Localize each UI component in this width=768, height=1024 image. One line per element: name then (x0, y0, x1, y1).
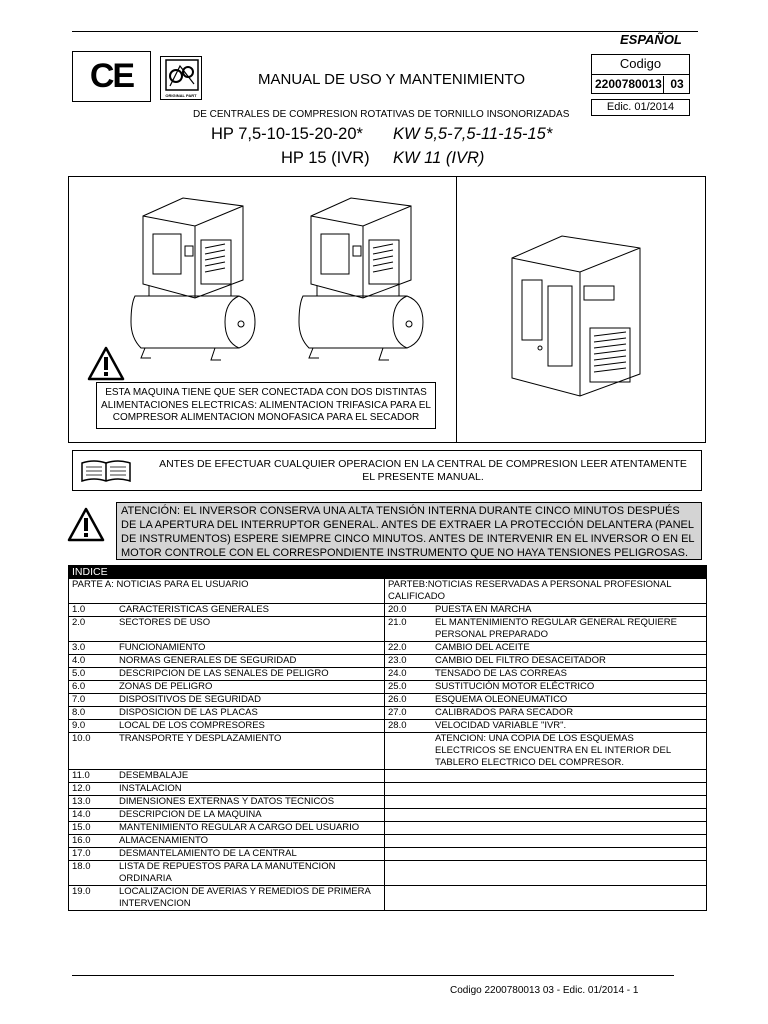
index-cell-right (385, 733, 707, 770)
index-row (69, 861, 707, 886)
index-cell-left (69, 681, 385, 694)
index-entry-text: DISPOSITIVOS DE SEGURIDAD (119, 694, 261, 705)
warning-triangle-icon (67, 507, 105, 543)
index-cell-left (69, 809, 385, 822)
index-entry-text: CARACTERISTICAS GENERALES (119, 604, 269, 615)
index-entry-text: INSTALACION (119, 783, 182, 794)
ce-logo-box (72, 51, 151, 102)
index-cell-right (385, 861, 707, 886)
index-number: 15.0 (72, 822, 91, 833)
index-cell-left (69, 861, 385, 886)
index-number: 1.0 (72, 604, 86, 615)
index-cell-left (69, 668, 385, 681)
index-row (69, 733, 707, 770)
index-cell-right (385, 835, 707, 848)
kw-models-line1: KW 5,5-7,5-11-15-15* (393, 125, 553, 143)
code-number: 2200780013 (595, 77, 662, 91)
language-label: ESPAÑOL (620, 32, 682, 47)
index-row (69, 694, 707, 707)
manual-subtitle: DE CENTRALES DE COMPRESION ROTATIVAS DE TORNILLO INSONORIZADAS (193, 109, 570, 120)
index-cell-left (69, 642, 385, 655)
index-entry-text: VELOCIDAD VARIABLE "IVR". (435, 720, 567, 731)
index-number: 5.0 (72, 668, 86, 679)
index-entry-text: ZONAS DE PELIGRO (119, 681, 213, 692)
index-number: 8.0 (72, 707, 86, 718)
index-cell-left (69, 783, 385, 796)
kw-models-line2: KW 11 (IVR) (393, 149, 485, 167)
index-number: 10.0 (72, 733, 91, 744)
index-cell-right (385, 720, 707, 733)
manual-title: MANUAL DE USO Y MANTENIMIENTO (258, 71, 525, 88)
index-cell-left (69, 770, 385, 783)
index-number: 9.0 (72, 720, 86, 731)
part-a-heading: PARTE A: NOTICIAS PARA EL USUARIO (69, 579, 385, 604)
original-part-label: ORIGINAL PART (165, 93, 197, 98)
index-cell-right (385, 848, 707, 861)
index-entry-text: DIMENSIONES EXTERNAS Y DATOS TECNICOS (119, 796, 335, 807)
index-number: 28.0 (388, 720, 407, 731)
index-cell-left (69, 796, 385, 809)
index-number: 6.0 (72, 681, 86, 692)
index-entry-text: CAMBIO DEL ACEITE (435, 642, 530, 653)
index-entry-text: LOCALIZACION DE AVERIAS Y REMEDIOS DE PRIMERA INTERVENCION (119, 886, 371, 909)
index-cell-left (69, 655, 385, 668)
index-entry-text: SECTORES DE USO (119, 617, 211, 628)
bottom-rule (72, 975, 674, 976)
index-row (69, 796, 707, 809)
index-row (69, 707, 707, 720)
hp-models-line2: HP 15 (IVR) (281, 149, 370, 167)
index-entry-text: SUSTITUCIÓN MOTOR ELÉCTRICO (435, 681, 595, 692)
index-cell-left (69, 617, 385, 642)
compressor-illustration (500, 228, 650, 398)
index-entry-text: TRANSPORTE Y DESPLAZAMIENTO (119, 733, 282, 744)
index-cell-left (69, 848, 385, 861)
index-table (68, 565, 707, 911)
part-b-text: PARTEB:NOTICIAS RESERVADAS A PERSONAL PROFESIONAL CALIFICADO (388, 579, 672, 602)
index-entry-text: DESMANTELAMIENTO DE LA CENTRAL (119, 848, 297, 859)
index-cell-right (385, 770, 707, 783)
index-cell-left (69, 822, 385, 835)
page-footer: Codigo 2200780013 03 - Edic. 01/2014 - 1 (450, 985, 639, 996)
book-icon (80, 459, 132, 483)
index-number: 23.0 (388, 655, 407, 666)
index-number: 3.0 (72, 642, 86, 653)
index-cell-left (69, 694, 385, 707)
index-cell-left (69, 707, 385, 720)
index-cell-right (385, 707, 707, 720)
top-rule (72, 31, 698, 32)
index-parts-row (69, 579, 707, 604)
compressor-tank-illustration-1 (125, 188, 265, 363)
index-cell-right (385, 822, 707, 835)
part-b-heading (385, 579, 707, 604)
index-row (69, 783, 707, 796)
index-row (69, 642, 707, 655)
index-entry-text: TENSADO DE LAS CORREAS (435, 668, 567, 679)
index-row (69, 848, 707, 861)
index-number: 12.0 (72, 783, 91, 794)
index-cell-right (385, 694, 707, 707)
edition-box: Edic. 01/2014 (591, 99, 690, 116)
index-entry-text: CALIBRADOS PARA SECADOR (435, 707, 574, 718)
index-header-row (69, 566, 707, 579)
index-number: 20.0 (388, 604, 407, 615)
code-label: Codigo (619, 56, 662, 71)
index-cell-right (385, 681, 707, 694)
warning-triangle-icon (87, 346, 125, 382)
compressor-tank-illustration-2 (293, 188, 433, 363)
index-number: 7.0 (72, 694, 86, 705)
index-heading: INDICE (69, 566, 385, 579)
index-cell-right (385, 642, 707, 655)
index-cell-right (385, 809, 707, 822)
dual-power-warning: ESTA MAQUINA TIENE QUE SER CONECTADA CON DOS DISTINTAS ALIMENTACIONES ELECTRICAS: ALIMENTACION TRIFASICA PARA EL COMPRESOR ALIMENTACION MONOFASICA PARA EL SECADOR (96, 382, 436, 429)
index-entry-text: DISPOSICION DE LAS PLACAS (119, 707, 258, 718)
index-cell-left (69, 720, 385, 733)
index-row (69, 668, 707, 681)
code-box (591, 54, 690, 94)
inverter-attention-box: ATENCIÓN: EL INVERSOR CONSERVA UNA ALTA TENSIÓN INTERNA DURANTE CINCO MINUTOS DESPUÉS DE LA APERTURA DEL INTERRUPTOR GENERAL. ANTES DE EXTRAER LA PROTECCIÓN DELANTERA (PANEL DE INSTRUMENTOS) ESPERE SIEMPRE CINCO MINUTOS. ANTES DE INTERVENIR EN EL INVERSOR O EN EL MOTOR CONTROLE CON EL CORRESPONDIENTE INSTRUMENTO QUE NO HAYA TENSIONES PELIGROSAS. (116, 502, 702, 560)
index-row (69, 822, 707, 835)
index-cell-right (385, 796, 707, 809)
index-entry-text: CAMBIO DEL FILTRO DESACEITADOR (435, 655, 606, 666)
index-cell-left (69, 733, 385, 770)
index-heading-blank (385, 566, 707, 579)
ce-mark: CE (89, 57, 134, 95)
index-number: 21.0 (388, 617, 407, 628)
index-row (69, 809, 707, 822)
index-entry-text: EL MANTENIMIENTO REGULAR GENERAL REQUIERE PERSONAL PREPARADO (435, 617, 677, 640)
index-row (69, 617, 707, 642)
index-row (69, 604, 707, 617)
index-number: 11.0 (72, 770, 90, 781)
index-number: 24.0 (388, 668, 407, 679)
index-row (69, 886, 707, 911)
index-cell-right (385, 668, 707, 681)
index-number: 27.0 (388, 707, 407, 718)
index-cell-right (385, 783, 707, 796)
index-entry-text: ALMACENAMIENTO (119, 835, 209, 846)
read-manual-notice (72, 450, 702, 491)
original-part-logo (160, 56, 202, 100)
index-entry-text: MANTENIMIENTO REGULAR A CARGO DEL USUARIO (119, 822, 360, 833)
index-number: 26.0 (388, 694, 407, 705)
index-entry-text: LOCAL DE LOS COMPRESORES (119, 720, 265, 731)
index-entry-text: FUNCIONAMIENTO (119, 642, 206, 653)
index-cell-left (69, 835, 385, 848)
index-entry-text: LISTA DE REPUESTOS PARA LA MANUTENCION ORDINARIA (119, 861, 336, 884)
index-row (69, 720, 707, 733)
index-cell-right (385, 604, 707, 617)
index-entry-text: DESCRIPCION DE LA MAQUINA (119, 809, 262, 820)
index-row (69, 770, 707, 783)
index-number: 22.0 (388, 642, 407, 653)
hp-models-line1: HP 7,5-10-15-20-20* (211, 125, 363, 143)
index-row (69, 681, 707, 694)
index-number: 13.0 (72, 796, 91, 807)
original-part-icon (162, 58, 202, 94)
index-number: 18.0 (72, 861, 91, 872)
index-entry-text: ATENCION: UNA COPIA DE LOS ESQUEMAS ELECTRICOS SE ENCUENTRA EN EL INTERIOR DEL TABLERO ELECTRICO DEL COMPRESOR. (435, 733, 671, 768)
index-entry-text: NORMAS GENERALES DE SEGURIDAD (119, 655, 297, 666)
index-row (69, 835, 707, 848)
index-cell-left (69, 604, 385, 617)
index-number: 25.0 (388, 681, 407, 692)
index-number: 4.0 (72, 655, 86, 666)
index-cell-right (385, 617, 707, 642)
index-entry-text: ESQUEMA OLEONEUMATICO (435, 694, 568, 705)
index-entry-text: DESEMBALAJE (119, 770, 189, 781)
index-cell-right (385, 655, 707, 668)
index-number: 14.0 (72, 809, 91, 820)
index-number: 16.0 (72, 835, 91, 846)
index-entry-text: DESCRIPCION DE LAS SENALES DE PELIGRO (119, 668, 329, 679)
code-revision: 03 (663, 76, 690, 94)
index-cell-left (69, 886, 385, 911)
index-row (69, 655, 707, 668)
index-cell-right (385, 886, 707, 911)
index-entry-text: PUESTA EN MARCHA (435, 604, 532, 615)
index-number: 17.0 (72, 848, 91, 859)
illustration-divider (456, 176, 457, 443)
read-manual-text: ANTES DE EFECTUAR CUALQUIER OPERACION EN LA CENTRAL DE COMPRESION LEER ATENTAMENTE EL PRESENTE MANUAL. (159, 458, 687, 483)
index-number: 19.0 (72, 886, 91, 897)
index-number: 2.0 (72, 617, 86, 628)
